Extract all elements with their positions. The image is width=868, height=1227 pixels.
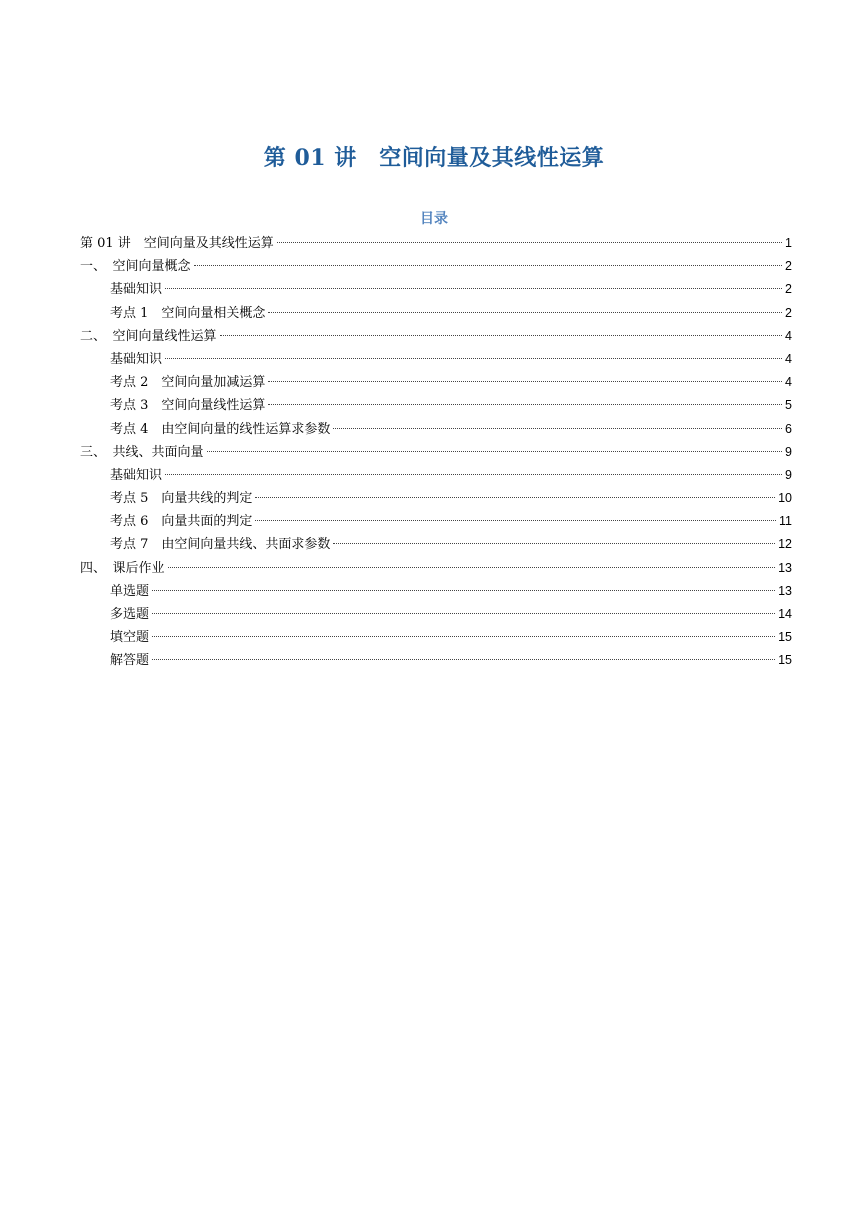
toc-entry-label: 多选题 [110,607,150,622]
toc-entry[interactable] [80,626,792,649]
toc-dot-leader [152,659,775,660]
toc-dot-leader [333,428,782,429]
toc-entry-label: 第 01 讲 空间向量及其线性运算 [80,236,274,251]
toc-heading: 目录 [420,211,448,227]
toc-dot-leader [165,474,782,475]
toc-entry[interactable] [80,557,792,580]
toc-dot-leader [268,404,782,405]
toc-entry-label: 考点 3 空间向量线性运算 [110,398,266,414]
toc-entry-label: 填空题 [110,630,150,646]
toc-dot-leader [168,567,776,568]
toc-entry[interactable] [80,418,792,441]
toc-entry-page-number: 2 [785,259,792,274]
toc-dot-leader [268,381,782,382]
toc-entry-page-number: 10 [778,491,792,506]
toc-entry-label: 基础知识 [110,467,163,483]
toc-entry[interactable] [80,603,792,626]
toc-entry[interactable] [80,278,792,301]
toc-entry[interactable] [80,232,792,255]
toc-entry[interactable] [80,371,792,394]
toc-entry[interactable] [80,348,792,371]
toc-entry-label: 考点 2 空间向量加减运算 [110,375,266,391]
toc-entry-page-number: 11 [779,514,792,529]
toc-dot-leader [194,265,783,266]
toc-entry-label: 二、 空间向量线性运算 [80,328,217,344]
toc-entry-page-number: 2 [785,305,792,320]
toc-entry-page-number: 4 [785,351,792,366]
toc-entry-page-number: 9 [785,444,792,459]
toc-dot-leader [255,497,775,498]
toc-entry[interactable] [80,487,792,510]
toc-dot-leader [255,520,776,521]
toc-entry-label: 四、 课后作业 [80,560,165,576]
toc-entry-page-number: 1 [785,236,792,250]
toc-entry-page-number: 12 [778,537,792,552]
toc-entry-page-number: 4 [785,375,792,390]
toc-entry-page-number: 13 [778,560,792,575]
toc-entry-page-number: 6 [785,421,792,436]
toc-entry-label: 考点 5 向量共线的判定 [110,491,253,507]
toc-dot-leader [220,335,783,336]
toc-entry-page-number: 14 [778,607,792,621]
toc-dot-leader [152,590,775,591]
toc-entry-label: 考点 4 由空间向量的线性运算求参数 [110,421,331,437]
toc-entry[interactable] [80,533,792,556]
toc-entry-page-number: 2 [785,282,792,297]
toc-entry[interactable] [80,510,792,533]
toc-dot-leader [152,613,775,614]
toc-entry[interactable] [80,580,792,603]
toc-dot-leader [165,288,782,289]
toc-entry-label: 考点 6 向量共面的判定 [110,514,253,530]
toc-entry-label: 考点 1 空间向量相关概念 [110,305,266,321]
toc-dot-leader [277,242,782,243]
toc-entry-label: 单选题 [110,583,150,599]
toc-entry[interactable] [80,255,792,278]
toc-dot-leader [207,451,783,452]
toc-dot-leader [152,636,775,637]
toc-entry-page-number: 15 [778,653,792,668]
toc-entry-label: 一、 空间向量概念 [80,259,191,275]
toc-dot-leader [268,312,782,313]
toc-entry-label: 考点 7 由空间向量共线、共面求参数 [110,537,331,553]
toc-entry[interactable] [80,394,792,417]
toc-dot-leader [165,358,782,359]
toc-entry[interactable] [80,441,792,464]
toc-entry[interactable] [80,325,792,348]
toc-entry-label: 基础知识 [110,282,163,298]
toc-entry[interactable] [80,464,792,487]
table-of-contents [80,232,792,673]
toc-entry[interactable] [80,649,792,672]
toc-entry-page-number: 15 [778,630,792,645]
toc-entry-label: 解答题 [110,653,150,669]
toc-entry-page-number: 5 [785,398,792,413]
toc-entry[interactable] [80,302,792,325]
toc-entry-label: 三、 共线、共面向量 [80,444,204,460]
document-title: 第 01 讲 空间向量及其线性运算 [263,145,605,171]
toc-entry-page-number: 13 [778,583,792,598]
toc-entry-label: 基础知识 [110,351,163,367]
toc-entry-page-number: 4 [785,328,792,343]
toc-entry-page-number: 9 [785,467,792,482]
toc-dot-leader [333,543,775,544]
